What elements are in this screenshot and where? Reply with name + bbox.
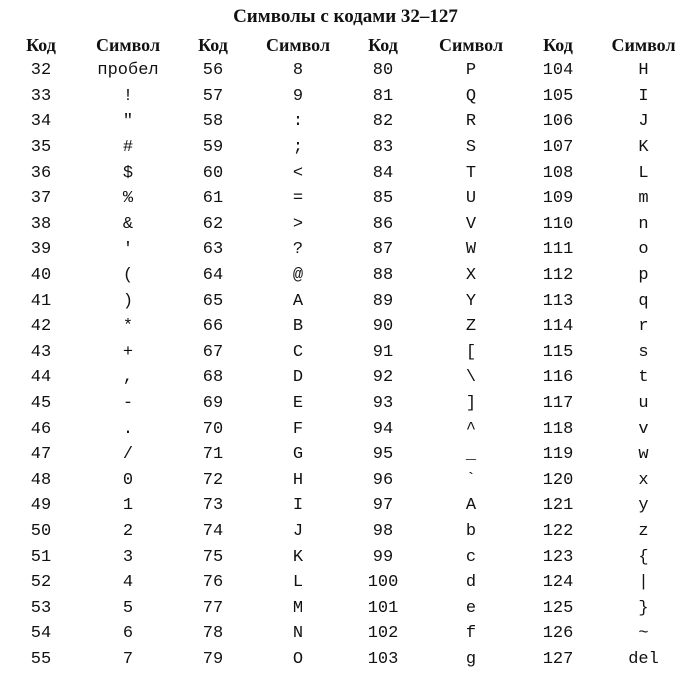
symbol-cell: 1 bbox=[122, 496, 134, 516]
symbol-cell: g bbox=[465, 649, 477, 669]
code-cell: 119 bbox=[542, 445, 574, 465]
code-cell: 103 bbox=[367, 649, 399, 669]
symbol-cell: m bbox=[638, 189, 649, 209]
code-cell: 83 bbox=[372, 138, 394, 158]
symbol-cell: : bbox=[292, 112, 304, 132]
symbol-cell: 6 bbox=[122, 624, 134, 644]
symbol-cell: 3 bbox=[122, 547, 134, 567]
symbol-cell: ) bbox=[122, 291, 134, 311]
symbol-cell: | bbox=[638, 573, 649, 593]
table-row bbox=[0, 365, 691, 391]
symbol-cell: p bbox=[638, 266, 649, 286]
code-cell: 90 bbox=[372, 317, 394, 337]
code-cell: 63 bbox=[202, 240, 224, 260]
code-cell: 74 bbox=[202, 521, 224, 541]
code-cell: 68 bbox=[202, 368, 224, 388]
code-cell: 124 bbox=[542, 573, 574, 593]
symbol-cell: ^ bbox=[465, 419, 477, 439]
code-cell: 122 bbox=[542, 521, 574, 541]
symbol-cell: A bbox=[292, 291, 304, 311]
code-cell: 106 bbox=[542, 112, 574, 132]
code-cell: 94 bbox=[372, 419, 394, 439]
column-header-symbol: Символ bbox=[438, 35, 504, 55]
symbol-cell: ~ bbox=[638, 624, 649, 644]
code-cell: 55 bbox=[30, 649, 52, 669]
code-cell: 95 bbox=[372, 445, 394, 465]
table-row bbox=[0, 647, 691, 673]
symbol-cell: 9 bbox=[292, 86, 304, 106]
symbol-cell: E bbox=[292, 394, 304, 414]
symbol-cell: M bbox=[292, 598, 304, 618]
symbol-cell: r bbox=[638, 317, 649, 337]
code-cell: 50 bbox=[30, 521, 52, 541]
table-row bbox=[0, 621, 691, 647]
code-cell: 127 bbox=[542, 649, 574, 669]
symbol-cell: t bbox=[638, 368, 649, 388]
code-cell: 72 bbox=[202, 470, 224, 490]
symbol-cell: U bbox=[465, 189, 477, 209]
symbol-cell: W bbox=[465, 240, 477, 260]
code-cell: 93 bbox=[372, 394, 394, 414]
table-header-row bbox=[0, 33, 691, 58]
symbol-cell: I bbox=[292, 496, 304, 516]
table-row bbox=[0, 595, 691, 621]
symbol-cell: D bbox=[292, 368, 304, 388]
table-row bbox=[0, 442, 691, 468]
code-cell: 82 bbox=[372, 112, 394, 132]
column-header-code: Код bbox=[198, 35, 228, 55]
code-cell: 102 bbox=[367, 624, 399, 644]
symbol-cell: n bbox=[638, 214, 649, 234]
code-cell: 47 bbox=[30, 445, 52, 465]
code-cell: 32 bbox=[30, 61, 52, 81]
symbol-cell: c bbox=[465, 547, 477, 567]
symbol-cell: 2 bbox=[122, 521, 134, 541]
code-cell: 78 bbox=[202, 624, 224, 644]
code-cell: 39 bbox=[30, 240, 52, 260]
code-cell: 101 bbox=[367, 598, 399, 618]
code-cell: 66 bbox=[202, 317, 224, 337]
code-cell: 96 bbox=[372, 470, 394, 490]
symbol-cell: 7 bbox=[122, 649, 134, 669]
table-row bbox=[0, 519, 691, 545]
symbol-cell: x bbox=[638, 470, 649, 490]
code-cell: 80 bbox=[372, 61, 394, 81]
symbol-cell: B bbox=[292, 317, 304, 337]
symbol-cell: v bbox=[638, 419, 649, 439]
code-cell: 97 bbox=[372, 496, 394, 516]
symbol-cell: C bbox=[292, 342, 304, 362]
code-cell: 49 bbox=[30, 496, 52, 516]
symbol-cell: R bbox=[465, 112, 477, 132]
code-cell: 36 bbox=[30, 163, 52, 183]
symbol-cell: { bbox=[638, 547, 649, 567]
column-header-code: Код bbox=[543, 35, 573, 55]
table-row bbox=[0, 58, 691, 84]
code-cell: 70 bbox=[202, 419, 224, 439]
code-cell: 54 bbox=[30, 624, 52, 644]
column-header-symbol: Символ bbox=[611, 35, 676, 55]
symbol-cell: 4 bbox=[122, 573, 134, 593]
code-cell: 126 bbox=[542, 624, 574, 644]
table-row bbox=[0, 263, 691, 289]
code-cell: 73 bbox=[202, 496, 224, 516]
symbol-cell: e bbox=[465, 598, 477, 618]
column-header-symbol: Символ bbox=[265, 35, 331, 55]
symbol-cell: I bbox=[638, 86, 649, 106]
code-cell: 91 bbox=[372, 342, 394, 362]
symbol-cell: J bbox=[638, 112, 649, 132]
symbol-cell: Y bbox=[465, 291, 477, 311]
table-row bbox=[0, 84, 691, 110]
code-cell: 61 bbox=[202, 189, 224, 209]
code-cell: 88 bbox=[372, 266, 394, 286]
symbol-cell: o bbox=[638, 240, 649, 260]
table-row bbox=[0, 544, 691, 570]
symbol-cell: % bbox=[122, 189, 134, 209]
code-cell: 120 bbox=[542, 470, 574, 490]
symbol-cell: b bbox=[465, 521, 477, 541]
code-cell: 48 bbox=[30, 470, 52, 490]
symbol-cell: d bbox=[465, 573, 477, 593]
symbol-cell: пробел bbox=[97, 61, 159, 81]
symbol-cell: > bbox=[292, 214, 304, 234]
code-cell: 71 bbox=[202, 445, 224, 465]
table-row bbox=[0, 340, 691, 366]
code-cell: 52 bbox=[30, 573, 52, 593]
table-row bbox=[0, 493, 691, 519]
code-cell: 37 bbox=[30, 189, 52, 209]
code-cell: 65 bbox=[202, 291, 224, 311]
symbol-cell: & bbox=[122, 214, 134, 234]
symbol-cell: ( bbox=[122, 266, 134, 286]
symbol-cell: # bbox=[122, 138, 134, 158]
symbol-cell: H bbox=[638, 61, 649, 81]
page-title: Символы с кодами 32–127 bbox=[233, 6, 458, 27]
code-cell: 125 bbox=[542, 598, 574, 618]
code-cell: 98 bbox=[372, 521, 394, 541]
code-cell: 116 bbox=[542, 368, 574, 388]
code-cell: 60 bbox=[202, 163, 224, 183]
code-cell: 79 bbox=[202, 649, 224, 669]
symbol-cell: \ bbox=[465, 368, 477, 388]
symbol-cell: - bbox=[122, 394, 134, 414]
symbol-cell: q bbox=[638, 291, 649, 311]
table-row bbox=[0, 288, 691, 314]
symbol-cell: * bbox=[122, 317, 134, 337]
code-cell: 115 bbox=[542, 342, 574, 362]
code-cell: 117 bbox=[542, 394, 574, 414]
code-cell: 35 bbox=[30, 138, 52, 158]
symbol-cell: } bbox=[638, 598, 649, 618]
symbol-cell: ' bbox=[122, 240, 134, 260]
symbol-cell: @ bbox=[292, 266, 304, 286]
symbol-cell: + bbox=[122, 342, 134, 362]
ascii-code-table bbox=[0, 33, 691, 672]
code-cell: 62 bbox=[202, 214, 224, 234]
symbol-cell: Q bbox=[465, 86, 477, 106]
code-cell: 99 bbox=[372, 547, 394, 567]
symbol-cell: V bbox=[465, 214, 477, 234]
code-cell: 58 bbox=[202, 112, 224, 132]
symbol-cell: F bbox=[292, 419, 304, 439]
symbol-cell: z bbox=[638, 521, 649, 541]
symbol-cell: O bbox=[292, 649, 304, 669]
symbol-cell: A bbox=[465, 496, 477, 516]
symbol-cell: f bbox=[465, 624, 477, 644]
table-row bbox=[0, 237, 691, 263]
code-cell: 100 bbox=[367, 573, 399, 593]
symbol-cell: ? bbox=[292, 240, 304, 260]
code-cell: 64 bbox=[202, 266, 224, 286]
symbol-cell: K bbox=[638, 138, 649, 158]
symbol-cell: ] bbox=[465, 394, 477, 414]
table-row bbox=[0, 570, 691, 596]
code-cell: 46 bbox=[30, 419, 52, 439]
column-header-symbol: Символ bbox=[95, 35, 161, 55]
code-cell: 38 bbox=[30, 214, 52, 234]
code-cell: 40 bbox=[30, 266, 52, 286]
symbol-cell: " bbox=[122, 112, 134, 132]
symbol-cell: H bbox=[292, 470, 304, 490]
table-body bbox=[0, 58, 691, 672]
symbol-cell: L bbox=[292, 573, 304, 593]
symbol-cell: _ bbox=[465, 445, 477, 465]
code-cell: 87 bbox=[372, 240, 394, 260]
code-cell: 51 bbox=[30, 547, 52, 567]
code-cell: 92 bbox=[372, 368, 394, 388]
table-row bbox=[0, 109, 691, 135]
symbol-cell: 8 bbox=[292, 61, 304, 81]
code-cell: 56 bbox=[202, 61, 224, 81]
code-cell: 89 bbox=[372, 291, 394, 311]
symbol-cell: del bbox=[628, 649, 659, 669]
code-cell: 111 bbox=[542, 240, 574, 260]
code-cell: 108 bbox=[542, 163, 574, 183]
code-cell: 104 bbox=[542, 61, 574, 81]
column-header-code: Код bbox=[368, 35, 398, 55]
code-cell: 59 bbox=[202, 138, 224, 158]
code-cell: 41 bbox=[30, 291, 52, 311]
symbol-cell: , bbox=[122, 368, 134, 388]
code-cell: 76 bbox=[202, 573, 224, 593]
code-cell: 57 bbox=[202, 86, 224, 106]
symbol-cell: = bbox=[292, 189, 304, 209]
code-cell: 110 bbox=[542, 214, 574, 234]
code-cell: 44 bbox=[30, 368, 52, 388]
code-cell: 69 bbox=[202, 394, 224, 414]
code-cell: 112 bbox=[542, 266, 574, 286]
table-row bbox=[0, 135, 691, 161]
symbol-cell: ` bbox=[465, 470, 477, 490]
code-cell: 81 bbox=[372, 86, 394, 106]
table-row bbox=[0, 314, 691, 340]
code-cell: 42 bbox=[30, 317, 52, 337]
symbol-cell: . bbox=[122, 419, 134, 439]
table-row bbox=[0, 160, 691, 186]
symbol-cell: ! bbox=[122, 86, 134, 106]
code-cell: 67 bbox=[202, 342, 224, 362]
table-row bbox=[0, 391, 691, 417]
symbol-cell: s bbox=[638, 342, 649, 362]
symbol-cell: y bbox=[638, 496, 649, 516]
symbol-cell: Z bbox=[465, 317, 477, 337]
code-cell: 107 bbox=[542, 138, 574, 158]
code-cell: 33 bbox=[30, 86, 52, 106]
table-row bbox=[0, 212, 691, 238]
symbol-cell: $ bbox=[122, 163, 134, 183]
code-cell: 75 bbox=[202, 547, 224, 567]
table-row bbox=[0, 468, 691, 494]
code-cell: 123 bbox=[542, 547, 574, 567]
symbol-cell: < bbox=[292, 163, 304, 183]
code-cell: 43 bbox=[30, 342, 52, 362]
symbol-cell: w bbox=[638, 445, 649, 465]
table-row bbox=[0, 186, 691, 212]
column-header-code: Код bbox=[26, 35, 56, 55]
code-cell: 86 bbox=[372, 214, 394, 234]
code-cell: 34 bbox=[30, 112, 52, 132]
symbol-cell: X bbox=[465, 266, 477, 286]
code-cell: 109 bbox=[542, 189, 574, 209]
code-cell: 84 bbox=[372, 163, 394, 183]
table-row bbox=[0, 416, 691, 442]
code-cell: 77 bbox=[202, 598, 224, 618]
symbol-cell: ; bbox=[292, 138, 304, 158]
code-cell: 105 bbox=[542, 86, 574, 106]
code-cell: 85 bbox=[372, 189, 394, 209]
symbol-cell: G bbox=[292, 445, 304, 465]
symbol-cell: N bbox=[292, 624, 304, 644]
code-cell: 53 bbox=[30, 598, 52, 618]
symbol-cell: T bbox=[465, 163, 477, 183]
symbol-cell: 5 bbox=[122, 598, 134, 618]
code-cell: 118 bbox=[542, 419, 574, 439]
symbol-cell: 0 bbox=[122, 470, 134, 490]
symbol-cell: S bbox=[465, 138, 477, 158]
code-cell: 45 bbox=[30, 394, 52, 414]
symbol-cell: / bbox=[122, 445, 134, 465]
symbol-cell: K bbox=[292, 547, 304, 567]
symbol-cell: P bbox=[465, 61, 477, 81]
symbol-cell: u bbox=[638, 394, 649, 414]
code-cell: 113 bbox=[542, 291, 574, 311]
code-cell: 114 bbox=[542, 317, 574, 337]
code-cell: 121 bbox=[542, 496, 574, 516]
symbol-cell: L bbox=[638, 163, 649, 183]
symbol-cell: [ bbox=[465, 342, 477, 362]
symbol-cell: J bbox=[292, 521, 304, 541]
